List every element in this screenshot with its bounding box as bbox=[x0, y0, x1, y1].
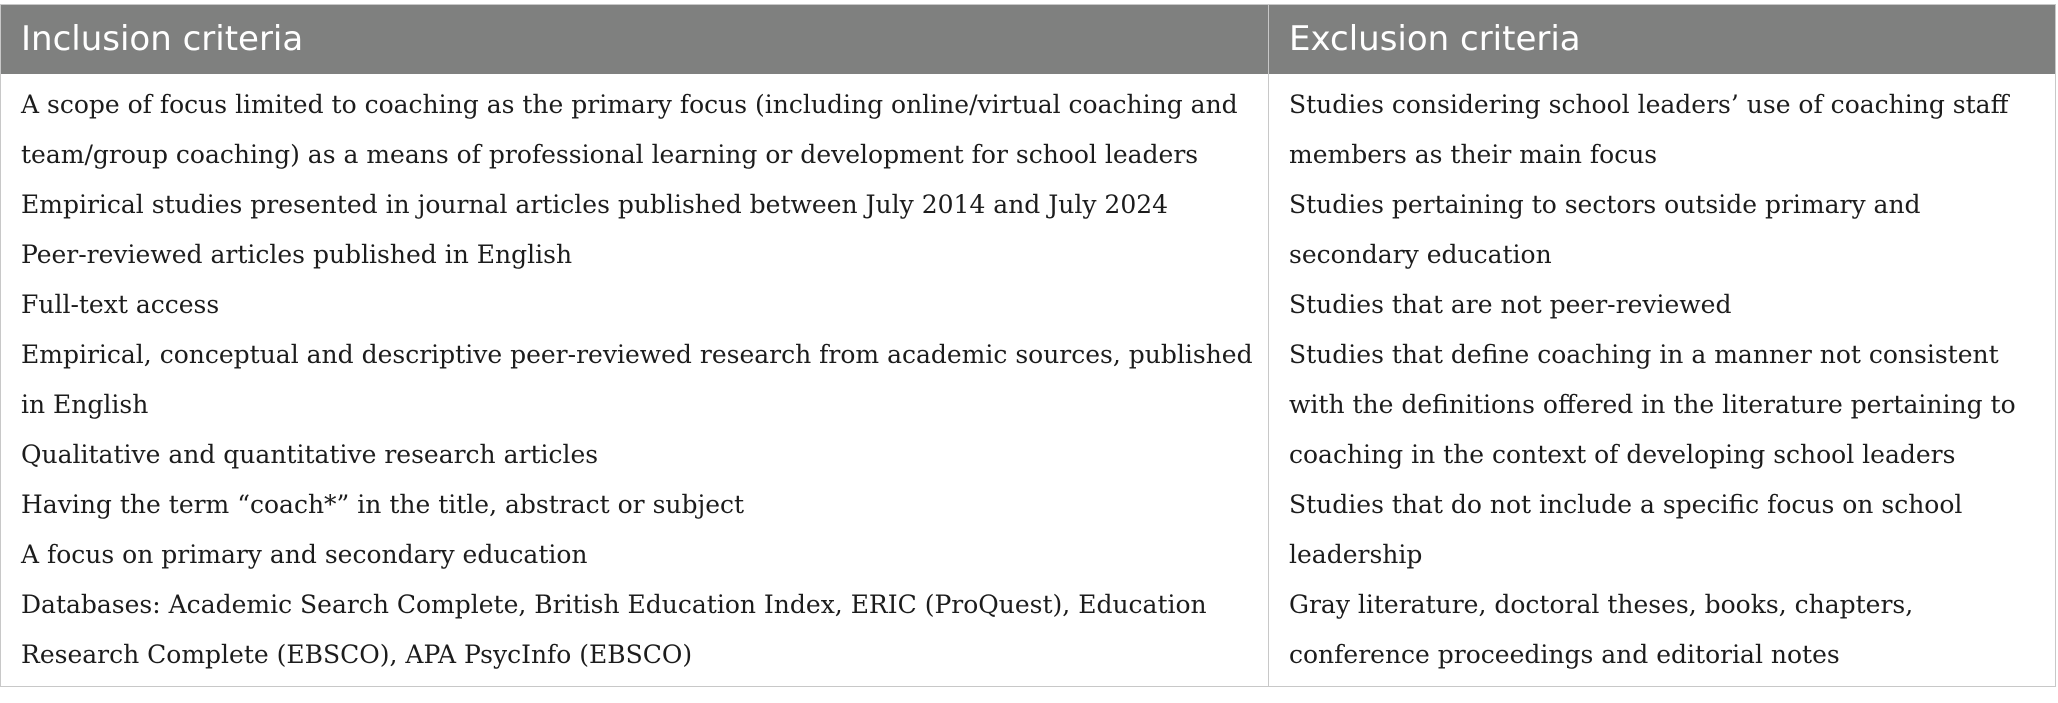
exclusion-item: Studies considering school leaders’ use of coaching staff members as their main focus bbox=[1289, 90, 2009, 169]
criteria-table bbox=[0, 4, 2056, 687]
exclusion-item: Studies pertaining to sectors outside primary and secondary education bbox=[1289, 190, 1921, 269]
inclusion-criteria-header: Inclusion criteria bbox=[1, 5, 1269, 74]
inclusion-item: Peer-reviewed articles published in English bbox=[21, 240, 573, 269]
inclusion-item: A scope of focus limited to coaching as the primary focus (including online/virtual coaching and team/group coaching) as a means of professional learning or development for school leaders bbox=[21, 90, 1238, 169]
exclusion-criteria-header: Exclusion criteria bbox=[1269, 5, 2055, 74]
inclusion-item: Full-text access bbox=[21, 290, 220, 319]
inclusion-item: Empirical, conceptual and descriptive peer-reviewed research from academic sources, published in English bbox=[21, 340, 1253, 419]
inclusion-item: A focus on primary and secondary education bbox=[21, 540, 588, 569]
inclusion-criteria-column bbox=[1, 74, 1269, 686]
exclusion-item: Studies that define coaching in a manner not consistent with the definitions offered in the literature pertaining to coaching in the context of developing school leaders bbox=[1289, 340, 2016, 469]
inclusion-item: Having the term “coach*” in the title, abstract or subject bbox=[21, 490, 745, 519]
exclusion-item: Studies that are not peer-reviewed bbox=[1289, 290, 1732, 319]
exclusion-item: Gray literature, doctoral theses, books, chapters, conference proceedings and editorial notes bbox=[1289, 590, 1914, 669]
inclusion-item: Empirical studies presented in journal articles published between July 2014 and July 2024 bbox=[21, 190, 1169, 219]
inclusion-item: Databases: Academic Search Complete, British Education Index, ERIC (ProQuest), Education Research Complete (EBSCO), APA PsycInfo (EBSCO) bbox=[21, 590, 1207, 669]
exclusion-criteria-column bbox=[1269, 74, 2055, 686]
exclusion-item: Studies that do not include a specific focus on school leadership bbox=[1289, 490, 1963, 569]
inclusion-item: Qualitative and quantitative research articles bbox=[21, 440, 599, 469]
